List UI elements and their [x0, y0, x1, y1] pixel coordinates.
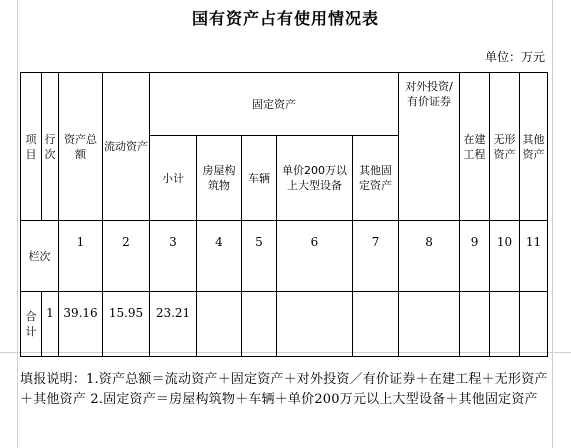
- header-construction: 在建工程: [460, 73, 490, 221]
- other-fixed-value: [353, 292, 399, 357]
- column-number-row: [21, 221, 548, 292]
- intangible-value: [490, 292, 520, 357]
- column-number: 7: [353, 221, 399, 292]
- column-number: 4: [197, 221, 242, 292]
- column-number: 6: [277, 221, 353, 292]
- header-row-no: 行次: [42, 73, 59, 221]
- column-number: 1: [59, 221, 103, 292]
- total-row: [21, 292, 548, 357]
- current-assets-value: 15.95: [103, 292, 150, 357]
- other-assets-value: [520, 292, 548, 357]
- vehicles-value: [242, 292, 277, 357]
- header-other-assets: 其他资产: [520, 73, 548, 221]
- header-investments: 对外投资/有价证券: [399, 73, 460, 221]
- column-number: 5: [242, 221, 277, 292]
- construction-value: [460, 292, 490, 357]
- header-vehicles: 车辆: [242, 136, 277, 221]
- header-item: 项目: [21, 73, 42, 221]
- column-number: 2: [103, 221, 150, 292]
- header-intangible: 无形资产: [490, 73, 520, 221]
- header-total-assets: 资产总额: [59, 73, 103, 221]
- filling-instructions: 填报说明：1.资产总额＝流动资产＋固定资产＋对外投资／有价证券＋在建工程＋无形资产＋其他资产 2.固定资产＝房屋构筑物＋车辆＋单价200万元以上大型设备＋其他固定资产: [20, 372, 548, 407]
- header-large-equipment: 单价200万以上大型设备: [277, 136, 353, 221]
- unit-label: 单位：万元: [484, 50, 545, 64]
- header-fixed-subtotal: 小计: [150, 136, 197, 221]
- total-assets-value: 39.16: [59, 292, 103, 357]
- header-current-assets: 流动资产: [103, 73, 150, 221]
- column-number-label: 栏次: [21, 221, 59, 292]
- total-row-number: 1: [42, 292, 59, 357]
- large-equipment-value: [277, 292, 353, 357]
- header-other-fixed: 其他固定资产: [353, 136, 399, 221]
- column-number: 11: [520, 221, 548, 292]
- buildings-value: [197, 292, 242, 357]
- column-number: 3: [150, 221, 197, 292]
- column-number: 8: [399, 221, 460, 292]
- page-guide-left: [17, 0, 18, 448]
- fixed-subtotal-value: 23.21: [150, 292, 197, 357]
- investments-value: [399, 292, 460, 357]
- asset-table: [20, 72, 548, 357]
- header-buildings: 房屋构筑物: [197, 136, 242, 221]
- column-number: 9: [460, 221, 490, 292]
- page-title: 国有资产占有使用情况表: [191, 9, 379, 28]
- column-number: 10: [490, 221, 520, 292]
- total-row-label: 合计: [21, 292, 42, 357]
- header-fixed-assets: 固定资产: [150, 73, 399, 136]
